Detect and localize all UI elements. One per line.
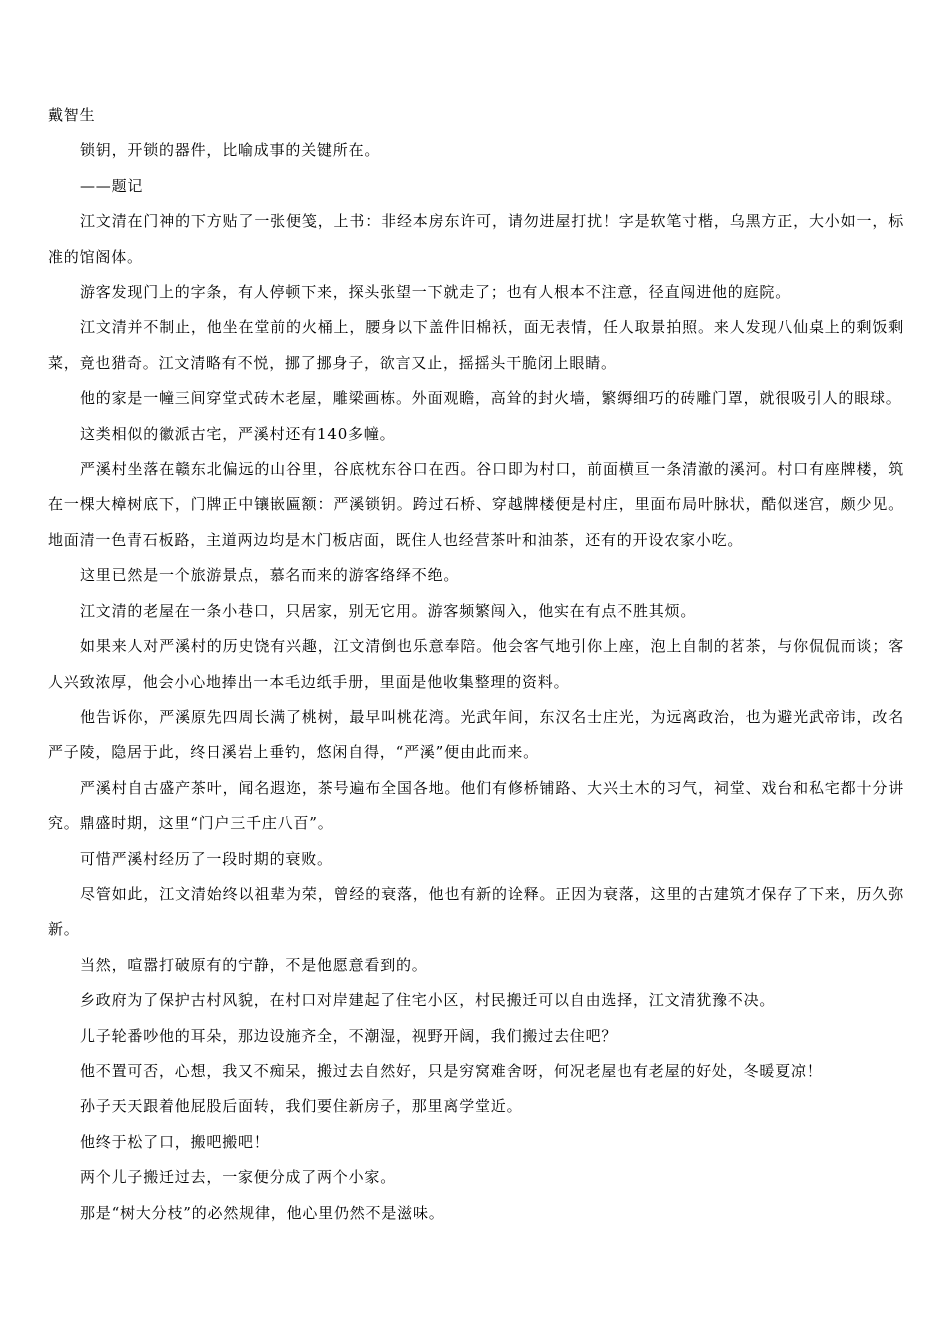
paragraph: 江文清并不制止，他坐在堂前的火桶上，腰身以下盖件旧棉袄，面无表情，任人取景拍照。来人发现八仙桌上的剩饭剩菜，竟也猎奇。江文清略有不悦，挪了挪身子，欲言又止，摇摇头干脆闭上眼睛。 bbox=[48, 318, 904, 372]
paragraph: 他的家是一幢三间穿堂式砖木老屋，雕梁画栋。外面观瞻，高耸的封火墙，繁缛细巧的砖雕门罩，就很吸引人的眼球。 bbox=[80, 389, 902, 408]
paragraph: 可惜严溪村经历了一段时期的衰败。 bbox=[80, 849, 333, 868]
paragraph: 他不置可否，心想，我又不痴呆，搬过去自然好，只是穷窝难舍呀，何况老屋也有老屋的好处，冬暖夏凉！ bbox=[80, 1061, 823, 1080]
paragraph: 孙子天天跟着他屁股后面转，我们要住新房子，那里离学堂近。 bbox=[80, 1097, 523, 1116]
paragraph-epigraph-attribution: ——题记 bbox=[80, 176, 144, 195]
paragraph: 这里已然是一个旅游景点，慕名而来的游客络绎不绝。 bbox=[80, 566, 460, 585]
author-name: 戴智生 bbox=[48, 106, 96, 124]
paragraph: 江文清的老屋在一条小巷口，只居家，别无它用。游客频繁闯入，他实在有点不胜其烦。 bbox=[80, 601, 697, 620]
paragraph: 如果来人对严溪村的历史饶有兴趣，江文清倒也乐意奉陪。他会客气地引你上座，泡上自制的茗茶，与你侃侃而谈；客人兴致浓厚，他会小心地捧出一本毛边纸手册，里面是他收集整理的资料。 bbox=[48, 637, 904, 691]
paragraph: 游客发现门上的字条，有人停顿下来，探头张望一下就走了；也有人根本不注意，径直闯进他的庭院。 bbox=[80, 283, 792, 302]
paragraph: 他终于松了口，搬吧搬吧！ bbox=[80, 1132, 270, 1151]
paragraph: 乡政府为了保护古村风貌，在村口对岸建起了住宅小区，村民搬迁可以自由选择，江文清犹豫不决。 bbox=[80, 991, 776, 1010]
paragraph: 他告诉你，严溪原先四周长满了桃树，最早叫桃花湾。光武年间，东汉名士庄光，为远离政治，也为避光武帝讳，改名严子陵，隐居于此，终日溪岩上垂钓，悠闲自得，“严溪”便由此而来。 bbox=[48, 707, 904, 762]
paragraph: 儿子轮番吵他的耳朵，那边设施齐全，不潮湿，视野开阔，我们搬过去住吧？ bbox=[80, 1026, 618, 1045]
paragraph: 严溪村自古盛产茶叶，闻名遐迩，茶号遍布全国各地。他们有修桥铺路、大兴土木的习气，祠堂、戏台和私宅都十分讲究。鼎盛时期，这里“门户三千庄八百”。 bbox=[48, 778, 904, 833]
paragraph: 尽管如此，江文清始终以祖辈为荣，曾经的衰落，他也有新的诠释。正因为衰落，这里的古建筑才保存了下来，历久弥新。 bbox=[48, 884, 904, 939]
paragraph-epigraph: 锁钥，开锁的器件，比喻成事的关键所在。 bbox=[80, 141, 381, 160]
paragraph: 这类相似的徽派古宅，严溪村还有140多幢。 bbox=[80, 424, 396, 443]
paragraph: 那是“树大分枝”的必然规律，他心里仍然不是滋味。 bbox=[80, 1203, 445, 1222]
article-body bbox=[48, 98, 904, 1231]
paragraph: 两个儿子搬迁过去，一家便分成了两个小家。 bbox=[80, 1168, 397, 1187]
paragraph: 江文清在门神的下方贴了一张便笺，上书：非经本房东许可，请勿进屋打扰！字是软笔寸楷，乌黑方正，大小如一，标准的馆阁体。 bbox=[48, 212, 904, 266]
paragraph: 严溪村坐落在赣东北偏远的山谷里，谷底枕东谷口在西。谷口即为村口，前面横亘一条清澈的溪河。村口有座牌楼，筑在一棵大樟树底下，门牌正中镶嵌匾额：严溪锁钥。跨过石桥、穿越牌楼便是村庄，里面布局叶脉状，酷似迷宫，颇少见。地面清一色青石板路，主道两边均是木门板店面，既住人也经营茶叶和油茶，还有的开设农家小吃。 bbox=[48, 460, 904, 549]
paragraph: 当然，喧嚣打破原有的宁静，不是他愿意看到的。 bbox=[80, 955, 428, 974]
